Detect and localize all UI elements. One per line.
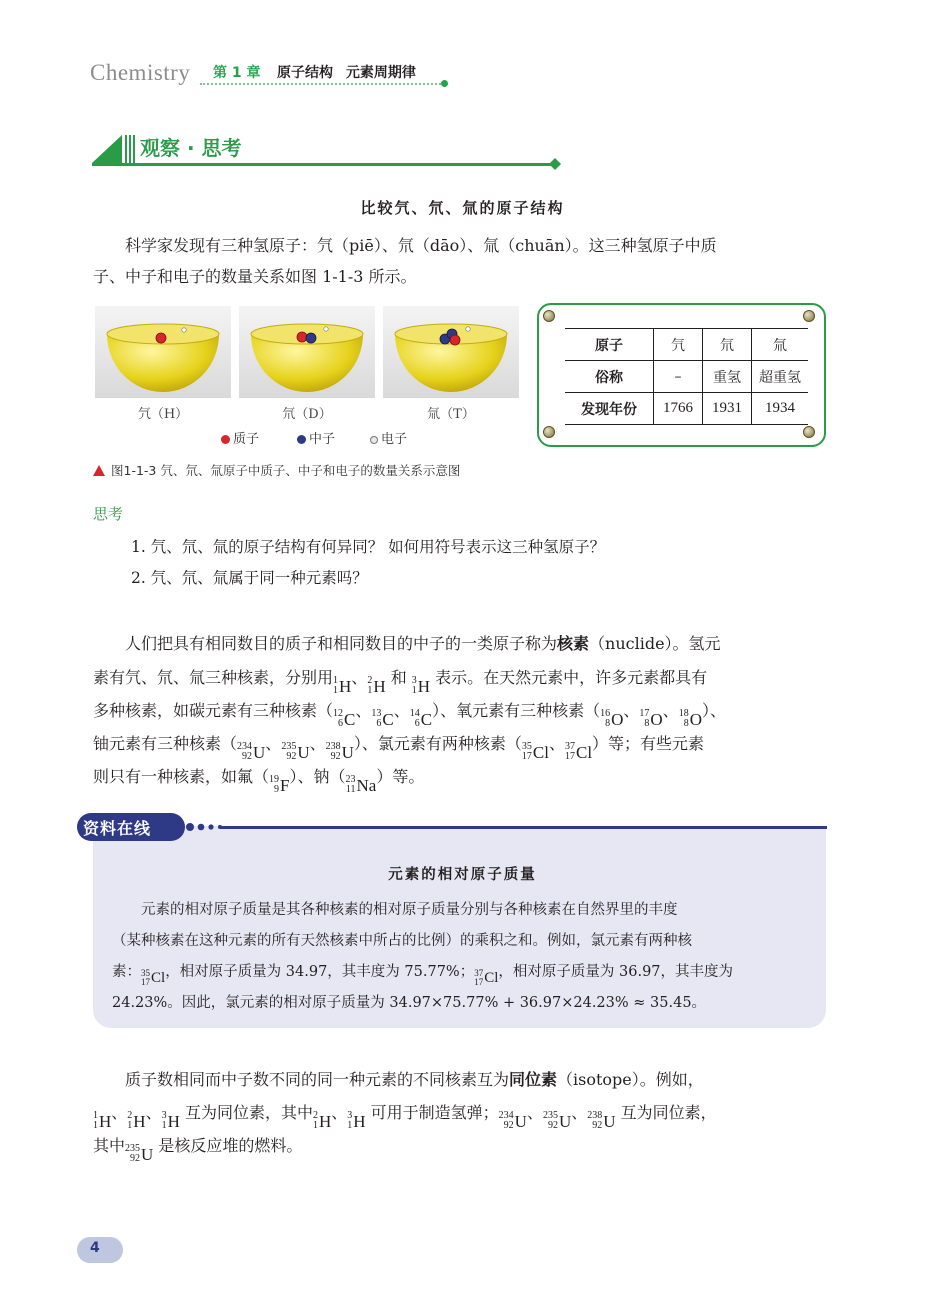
bowl-icon	[95, 306, 231, 398]
header-chapter-title: 原子结构 元素周期律	[277, 65, 416, 81]
nuclide-line-1: 人们把具有相同数目的质子和相同数目的中子的一类原子称为核素（nuclide）。氢元	[125, 634, 721, 653]
table-cell: 氕	[654, 329, 703, 361]
screw-icon	[543, 310, 555, 322]
nuclide-line-5: 则只有一种核素，如氟（ 19 9 F ）、钠（ 23 11 Na ）等。	[93, 767, 425, 795]
table-row-head: 原子	[595, 337, 623, 354]
info-line-2: （某种核素在这种元素的所有天然核素中所占的比例）的乘积之和。例如，氯元素有两种核	[112, 933, 692, 949]
table-cell: 氚	[752, 329, 809, 361]
screw-icon	[803, 426, 815, 438]
info-title: 元素的相对原子质量	[388, 866, 537, 883]
legend-proton: 质子	[221, 428, 259, 447]
legend-neutron: 中子	[297, 428, 335, 447]
electron-dot-icon	[370, 436, 378, 444]
bowl-label-protium: 氕（H）	[137, 407, 189, 422]
stripes-icon	[92, 133, 138, 165]
header-chapter: 第 1 章	[213, 65, 261, 81]
subhead-compare-structures: 比较氕、氘、氚的原子结构	[360, 199, 565, 217]
table-cell: 1931	[703, 393, 752, 425]
table-row-head: 发现年份	[581, 401, 637, 418]
isotope-line-1: 质子数相同而中子数不同的同一种元素的不同核素互为同位素（isotope）。例如，	[125, 1070, 704, 1089]
bowl-label-deuterium: 氘（D）	[282, 407, 332, 422]
hydrogen-isotope-table	[565, 328, 808, 425]
table-cell: 1934	[752, 393, 809, 425]
term-nuclide: 核素	[557, 634, 590, 653]
question-1: 1. 氕、氘、氚的原子结构有何异同？ 如何用符号表示这三种氢原子？	[131, 538, 606, 556]
page-number-badge	[77, 1237, 123, 1263]
info-badge-label: 资料在线	[83, 819, 152, 838]
table-cell: 重氢	[703, 361, 752, 393]
header-rule-end-dot	[441, 80, 448, 87]
table-cell: –	[654, 361, 703, 393]
screw-icon	[803, 310, 815, 322]
header-dotted-rule	[200, 83, 444, 85]
warning-triangle-icon	[93, 465, 105, 476]
info-line-1: 元素的相对原子质量是其各种核素的相对原子质量分别与各种核素在自然界里的丰度	[141, 902, 678, 918]
isotope-line-3: 其中 235 92 U 是核反应堆的燃料。	[93, 1136, 303, 1164]
table-cell: 1766	[654, 393, 703, 425]
info-line-3: 素： 35 17 Cl ，相对原子质量为 34.97，其丰度为 75.77%； 37 17 Cl ，相对原子质量为 36.97，其丰度为	[112, 964, 734, 987]
term-isotope: 同位素	[509, 1070, 558, 1089]
table-cell: 氘	[703, 329, 752, 361]
dots-icon	[185, 822, 225, 832]
figure-caption: 图1-1-3 氕、氘、氚原子中质子、中子和电子的数量关系示意图	[93, 461, 460, 479]
bowl-label-tritium: 氚（T）	[427, 407, 475, 422]
diamond-icon	[549, 158, 561, 170]
proton-dot-icon	[221, 435, 230, 444]
header-brand: Chemistry	[90, 60, 191, 85]
neutron-dot-icon	[297, 435, 306, 444]
bowl-icon	[239, 306, 375, 398]
section-title-observe-think: 观察 · 思考	[140, 136, 242, 160]
intro-line-2: 子、中子和电子的数量关系如图 1-1-3 所示。	[93, 267, 417, 286]
table-row	[565, 329, 808, 361]
table-row	[565, 393, 808, 425]
isotope-line-2: 1 1 H 、 2 1 H 、 3 1 H 互为同位素，其中 2 1 H 、 3 1 H 可用于制造氢弹； 234 92 U 、 235 92 U 、 238 92 U 互为同位素，	[93, 1103, 717, 1131]
legend-electron: 电子	[370, 428, 407, 447]
info-rule	[220, 826, 827, 829]
nuclide-line-3: 多种核素，如碳元素有三种核素（ 12 6 C 、 13 6 C 、 14 6 C ）、氧元素有三种核素（ 16 8 O 、 17 8 O 、 18 8 O ）、	[93, 701, 726, 729]
intro-line-1: 科学家发现有三种氢原子：氕（piē）、氘（dāo）、氚（chuān）。这三种氢原子中质	[125, 236, 717, 255]
question-2: 2. 氕、氘、氚属于同一种元素吗？	[131, 569, 368, 587]
info-line-4: 24.23%。因此，氯元素的相对原子质量为 34.97×75.77% + 36.97×24.23% ≈ 35.45。	[112, 995, 707, 1011]
table-row	[565, 361, 808, 393]
nuclide-line-4: 铀元素有三种核素（ 234 92 U 、 235 92 U 、 238 92 U ）、氯元素有两种核素（ 35 17 Cl 、 37 17 Cl ）等；有些元素	[93, 734, 705, 762]
table-row-head: 俗称	[595, 369, 623, 386]
section-rule	[92, 163, 555, 166]
page-number: 4	[90, 1240, 100, 1256]
bowl-icon	[383, 306, 519, 398]
think-title: 思考	[93, 505, 124, 523]
table-cell: 超重氢	[752, 361, 809, 393]
nuclide-line-2: 素有氕、氘、氚三种核素，分别用 1 1 H 、 2 1 H 和 3 1 H 表示。在天然元素中，许多元素都具有	[93, 668, 708, 696]
screw-icon	[543, 426, 555, 438]
